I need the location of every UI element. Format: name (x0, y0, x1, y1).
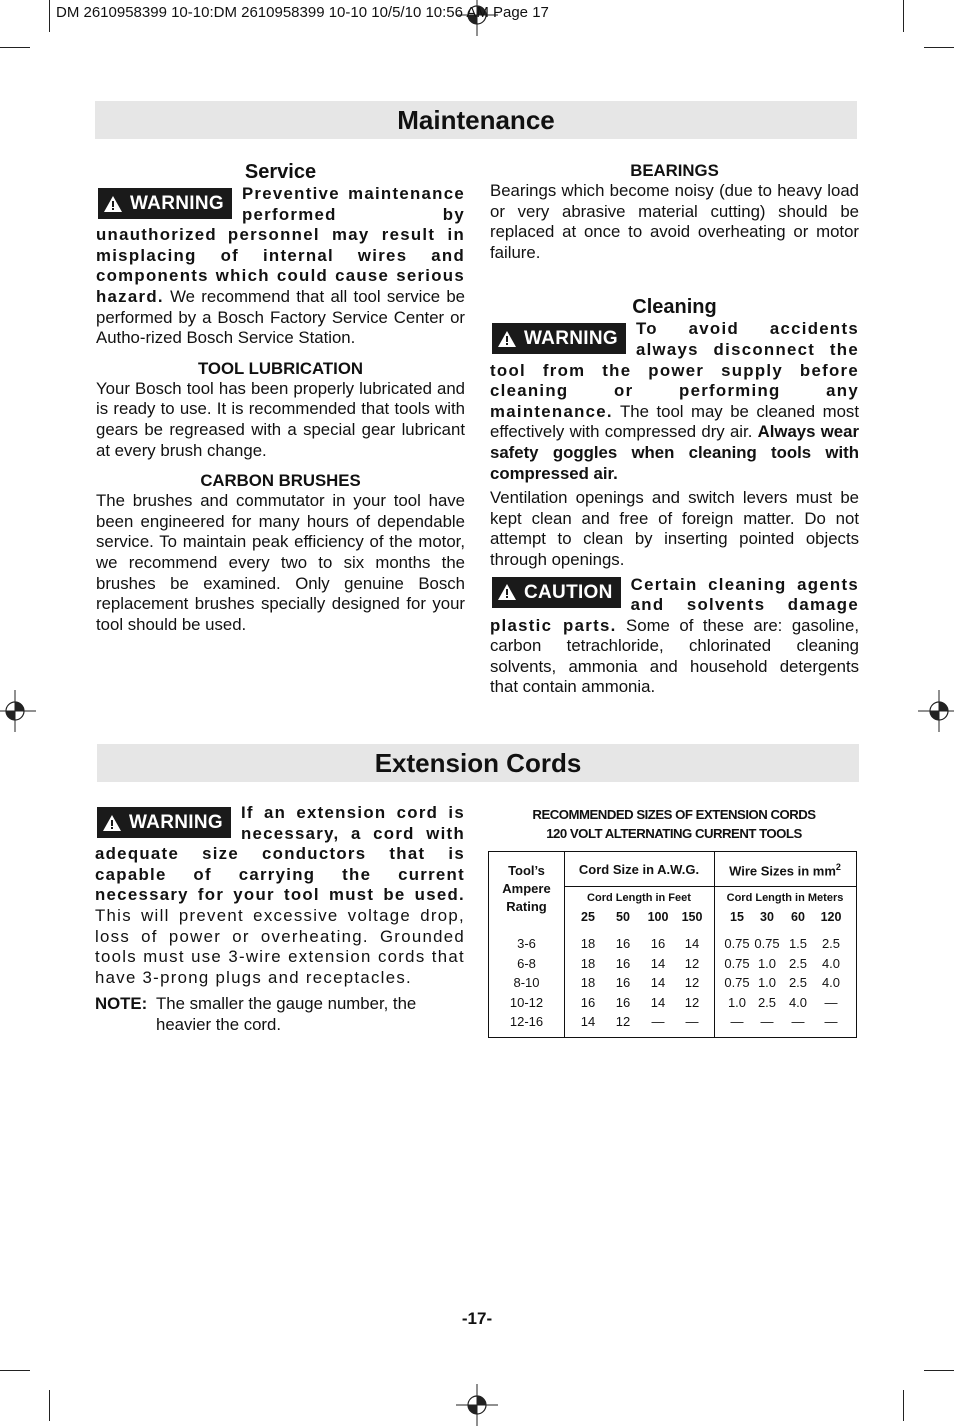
caution-badge (492, 577, 621, 608)
feet-length-label: 25 (581, 910, 595, 924)
mm-cell: 1.0 (727, 995, 747, 1010)
ampere-rating-header (489, 862, 564, 916)
warning-badge (492, 323, 626, 354)
ventilation-text: Ventilation openings and switch levers must be kept clean and free of foreign matter. Do not attempt to clean by inserting pointed objects through openings. (490, 488, 859, 569)
mm-cell: 1.0 (757, 956, 777, 971)
table-title-line-2: 120 VOLT ALTERNATING CURRENT TOOLS (546, 826, 802, 841)
mm-cell: — (791, 1014, 805, 1029)
mm-cell: 0.75 (724, 936, 750, 951)
awg-cell: 14 (580, 1014, 596, 1029)
mm-header (714, 858, 856, 880)
warning-triangle-icon (103, 815, 121, 831)
ampere-rating-cell: 10-12 (509, 995, 544, 1010)
mm-header-text: Wire Sizes in mm (729, 863, 836, 879)
mm-cell: 0.75 (724, 975, 750, 990)
mm-cell: 4.0 (821, 975, 841, 990)
caution-bold: Certain cleaning agents and solvents damage plastic parts. (490, 574, 859, 635)
service-text: We recommend that all tool service be performed by a Bosch Factory Service Center or Autho-rized Bosch Service Station. (96, 286, 465, 348)
meter-length-label: 60 (791, 910, 805, 924)
cleaning-warning-bold: To avoid accidents always disconnect the tool from the power supply before cleaning or performing any maintenance. (490, 319, 859, 421)
ampere-header-line: Rating (506, 899, 547, 914)
feet-length-label: 50 (616, 910, 630, 924)
awg-cell: 18 (580, 975, 596, 990)
mm-cell: 2.5 (821, 936, 841, 951)
ampere-rating-cell: 12-16 (509, 1014, 544, 1029)
crop-mark (49, 0, 50, 32)
awg-cell: — (685, 1014, 699, 1029)
left-column-extension-cords (95, 803, 465, 1036)
ampere-rating-cell: 8-10 (513, 975, 540, 990)
mm-cell: — (824, 995, 838, 1010)
mm-cell: — (730, 1014, 744, 1029)
warning-label: WARNING (129, 812, 223, 833)
caution-plain: Some of these are: gasoline, carbon tetrachloride, chlorinated cleaning solvents, ammonia and household detergents that contain ammonia. (490, 615, 859, 697)
mm-cell: — (824, 1014, 838, 1029)
table-divider (564, 852, 565, 1037)
crop-mark (0, 47, 30, 48)
right-column-maintenance (490, 160, 859, 698)
mm-cell: 0.75 (754, 936, 780, 951)
mm-cell: 2.5 (788, 975, 808, 990)
crop-mark (924, 1370, 954, 1371)
feet-header: Cord Length in Feet (587, 892, 691, 904)
meter-length-label: 120 (820, 910, 842, 924)
left-column-maintenance (96, 160, 465, 635)
awg-cell: 12 (684, 975, 700, 990)
awg-cell: 14 (650, 956, 666, 971)
section-title-maintenance: Maintenance (95, 101, 857, 139)
awg-cell: 12 (615, 1014, 631, 1029)
mm-cell: — (760, 1014, 774, 1029)
note-label: NOTE: (95, 994, 148, 1014)
awg-cell: — (651, 1014, 665, 1029)
mm-superscript: 2 (835, 862, 841, 872)
crop-mark (903, 1390, 904, 1421)
note-text: The smaller the gauge number, the heavier the cord. (156, 994, 417, 1034)
mm-cell: 2.5 (788, 956, 808, 971)
mm-cell: 4.0 (821, 956, 841, 971)
meters-header: Cord Length in Meters (726, 892, 844, 904)
mm-cell: 2.5 (757, 995, 777, 1010)
ampere-rating-cell: 6-8 (517, 956, 536, 971)
awg-cell: 16 (650, 936, 666, 951)
extension-cord-table (488, 851, 857, 1038)
cleaning-warning-plain: The tool may be cleaned most effectively with compressed dry air. (490, 401, 859, 442)
warning-label: WARNING (130, 193, 224, 214)
awg-header: Cord Size in A.W.G. (578, 862, 700, 877)
feet-length-label: 100 (647, 910, 669, 924)
ampere-header-line: Ampere (502, 881, 551, 896)
section-title-extension-cords: Extension Cords (97, 744, 859, 782)
crop-mark (0, 1370, 30, 1371)
awg-cell: 16 (580, 995, 596, 1010)
carbon-brushes-heading: CARBON BRUSHES (200, 471, 361, 491)
bearings-heading: BEARINGS (630, 161, 719, 180)
ampere-header-line: Tool’s (508, 863, 545, 878)
carbon-brushes-text: The brushes and commutator in your tool have been engineered for many hours of dependable service. To maintain peak efficiency of the motor, we recommend every two to six months the brushes be examined. Only genuine Bosch replacement brushes specially designed for your tool should be used. (96, 491, 465, 634)
registration-mark-icon (918, 690, 954, 732)
awg-cell: 12 (684, 995, 700, 1010)
service-heading: Service (244, 161, 317, 183)
awg-cell: 18 (580, 956, 596, 971)
mm-cell: 4.0 (788, 995, 808, 1010)
awg-cell: 14 (684, 936, 700, 951)
warning-triangle-icon (104, 196, 122, 212)
mm-cell: 1.5 (788, 936, 808, 951)
feet-length-label: 150 (681, 910, 703, 924)
page-number: -17- (461, 1309, 493, 1328)
table-title (488, 805, 860, 843)
mm-cell: 0.75 (724, 956, 750, 971)
crop-mark (49, 1390, 50, 1421)
awg-cell: 16 (615, 956, 631, 971)
note (95, 994, 465, 1035)
awg-cell: 18 (580, 936, 596, 951)
crop-mark (924, 47, 954, 48)
awg-cell: 16 (615, 975, 631, 990)
cleaning-goggles-bold: Always wear safety goggles when cleaning tools with compressed air. (490, 422, 859, 483)
ampere-rating-cell: 3-6 (517, 936, 536, 951)
awg-cell: 12 (684, 956, 700, 971)
warning-triangle-icon (498, 584, 516, 600)
warning-label: WARNING (524, 328, 618, 350)
service-warning-bold-continued: personnel may result in misplacing of internal wires and components which could cause serious hazard. (96, 225, 465, 306)
service-warning-bold: Preventive maintenance performed by unauthorized (96, 184, 465, 245)
warning-badge (97, 807, 231, 838)
awg-cell: 14 (650, 995, 666, 1010)
awg-cell: 16 (615, 995, 631, 1010)
bearings-text: Bearings which become noisy (due to heavy load or very abrasive material cutting) should be replaced at once to avoid overheating or motor failure. (490, 181, 859, 262)
crop-mark (903, 0, 904, 32)
awg-cell: 14 (650, 975, 666, 990)
warning-triangle-icon (498, 331, 516, 347)
extension-warning-bold: If an extension cord is necessary, a cord with adequate size conductors that is capable of carrying the current necessary for your tool must be used. (95, 803, 465, 905)
registration-mark-icon (0, 690, 36, 732)
print-slug: DM 2610958399 10-10:DM 2610958399 10-10 10/5/10 10:56 AM Page 17 (56, 4, 549, 21)
meter-length-label: 15 (730, 910, 744, 924)
registration-mark-icon (456, 1384, 498, 1426)
cleaning-heading: Cleaning (632, 296, 717, 319)
meter-length-label: 30 (760, 910, 774, 924)
tool-lubrication-text: Your Bosch tool has been properly lubricated and is ready to use. It is recommended that tools with gears be regreased with a special gear lubricant at every brush change. (96, 378, 465, 460)
table-title-line-1: RECOMMENDED SIZES OF EXTENSION CORDS (532, 807, 816, 822)
awg-cell: 16 (615, 936, 631, 951)
warning-badge (98, 188, 232, 219)
extension-warning-plain: This will prevent excessive voltage drop, loss of power or overheating. Grounded tools must use 3-wire extension cords that have 3-prong plugs and receptacles. (95, 905, 465, 987)
caution-label: CAUTION (524, 581, 613, 603)
mm-cell: 1.0 (757, 975, 777, 990)
table-divider (564, 886, 856, 887)
tool-lubrication-heading: TOOL LUBRICATION (197, 358, 363, 378)
